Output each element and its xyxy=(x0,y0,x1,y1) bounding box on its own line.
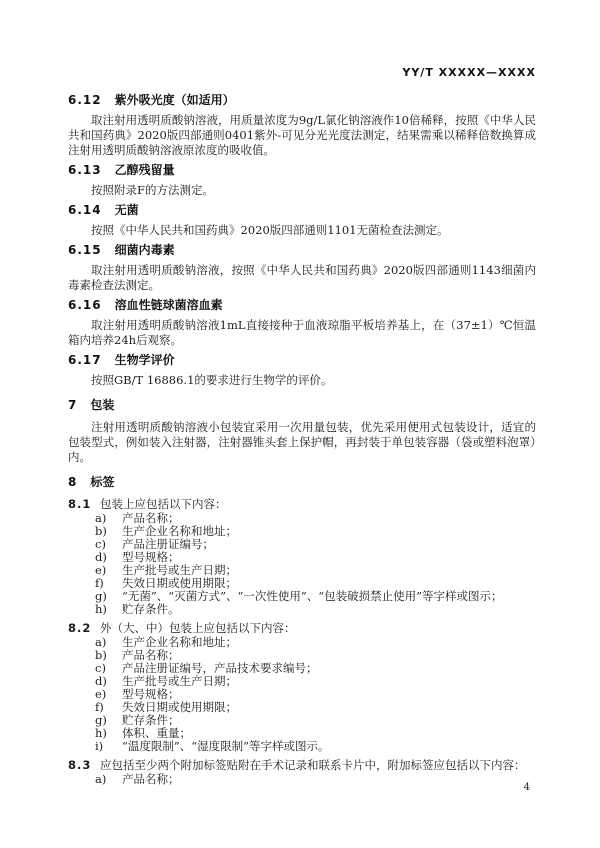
item-letter: d) xyxy=(95,674,107,688)
clause-title: 细菌内毒素 xyxy=(114,243,175,257)
item-text: 生产企业名称和地址； xyxy=(122,524,237,538)
clause-number: 6.16 xyxy=(68,298,102,312)
item-letter: a) xyxy=(95,511,107,525)
item-text: “温度限制”、“湿度限制”等字样或图示。 xyxy=(122,739,330,753)
clause-number: 6.14 xyxy=(68,203,102,217)
clause-body-6-15: 取注射用透明质酸钠溶液，按照《中华人民共和国药典》2020版四部通则1143细菌内毒素检查法测定。 xyxy=(68,263,536,292)
clause-title: 无菌 xyxy=(114,203,139,217)
item-letter: f) xyxy=(95,700,104,714)
item-letter: e) xyxy=(95,687,107,701)
clause-title: 溶血性链球菌溶血素 xyxy=(114,298,223,312)
clause-body-6-13: 按照附录F的方法测定。 xyxy=(91,183,214,197)
chapter-number: 7 xyxy=(68,398,78,412)
clause-heading-6-12 xyxy=(68,93,536,107)
item-letter: h) xyxy=(95,602,107,616)
clause-body-6-12: 取注射用透明质酸钠溶液，用质量浓度为9g/L氯化钠溶液作10倍稀释，按照《中华人民共和国药典》2020版四部通则0401紫外-可见分光光度法测定，结果需乘以稀释倍数换算成注射用透明质酸钠溶液原浓度的吸收值。 xyxy=(68,113,536,157)
item-letter: g) xyxy=(95,713,107,727)
clause-heading-6-15 xyxy=(68,243,536,257)
clause-heading-6-16 xyxy=(68,298,536,312)
chapter-number: 8 xyxy=(68,475,78,489)
item-letter: a) xyxy=(95,772,107,786)
item-letter: i) xyxy=(95,739,104,753)
subclause-intro: 包装上应包括以下内容： xyxy=(100,497,227,511)
item-letter: g) xyxy=(95,589,107,603)
subclause-8-3 xyxy=(68,758,536,773)
item-text: 产品名称； xyxy=(122,772,180,786)
item-letter: c) xyxy=(95,661,106,675)
chapter-heading-8 xyxy=(68,475,536,489)
doc-number: YY/T XXXXX—XXXX xyxy=(402,66,536,79)
item-text: 型号规格； xyxy=(122,687,180,701)
item-text: 产品注册证编号，产品技术要求编号； xyxy=(122,661,318,675)
item-text: 生产企业名称和地址； xyxy=(122,635,237,649)
item-text: 贮存条件； xyxy=(122,713,180,727)
item-letter: b) xyxy=(95,524,107,538)
page-header xyxy=(68,66,536,79)
clause-body-6-14: 按照《中华人民共和国药典》2020版四部通则1101无菌检查法测定。 xyxy=(91,223,449,237)
chapter-title: 包装 xyxy=(90,398,115,412)
page-number: 4 xyxy=(523,782,530,793)
clause-number: 6.17 xyxy=(68,353,102,367)
chapter-heading-7 xyxy=(68,398,536,412)
subclause-intro: 应包括至少两个附加标签贴附在手术记录和联系卡片中，附加标签应包括以下内容： xyxy=(100,758,526,772)
item-letter: f) xyxy=(95,576,104,590)
clause-heading-6-13 xyxy=(68,163,536,177)
item-letter: c) xyxy=(95,537,106,551)
clause-title: 紫外吸光度（如适用） xyxy=(114,93,235,107)
item-letter: a) xyxy=(95,635,107,649)
letter-list-8-3 xyxy=(68,773,536,786)
subclause-number: 8.2 xyxy=(68,621,92,635)
item-text: 型号规格； xyxy=(122,550,180,564)
clause-body-6-17: 按照GB/T 16886.1的要求进行生物学的评价。 xyxy=(91,373,333,387)
subclause-8-2 xyxy=(68,621,536,636)
list-item xyxy=(95,740,536,753)
list-item xyxy=(95,603,536,616)
clause-number: 6.13 xyxy=(68,163,102,177)
item-letter: h) xyxy=(95,726,107,740)
clause-number: 6.12 xyxy=(68,93,102,107)
item-text: 体积、重量； xyxy=(122,726,191,740)
chapter-title: 标签 xyxy=(90,475,115,489)
clause-title: 生物学评价 xyxy=(114,353,175,367)
item-text: 生产批号或生产日期； xyxy=(122,674,237,688)
list-item xyxy=(95,773,536,786)
item-text: 失效日期或使用期限； xyxy=(122,700,237,714)
clause-body-6-16: 取注射用透明质酸钠溶液1mL直接接种于血液琼脂平板培养基上，在（37±1）℃恒温箱内培养24h后观察。 xyxy=(68,318,536,347)
item-text: 生产批号或生产日期； xyxy=(122,563,237,577)
subclause-intro: 外（大、中）包装上应包括以下内容： xyxy=(100,621,296,635)
clause-heading-6-17 xyxy=(68,353,536,367)
item-letter: e) xyxy=(95,563,107,577)
item-text: 产品名称； xyxy=(122,648,180,662)
item-text: “无菌”、“灭菌方式”、“一次性使用”、“包装破损禁止使用”等字样或图示； xyxy=(122,589,503,603)
subclause-8-1 xyxy=(68,497,536,512)
clause-title: 乙醇残留量 xyxy=(114,163,175,177)
item-text: 失效日期或使用期限； xyxy=(122,576,237,590)
item-text: 产品注册证编号； xyxy=(122,537,214,551)
chapter-body-7: 注射用透明质酸钠溶液小包装宜采用一次用量包装，优先采用便用式包装设计，适宜的包装型式，例如装入注射器，注射器锥头套上保护帽，再封装于单包装容器（袋或塑料泡罩）内。 xyxy=(68,420,536,464)
item-text: 产品名称； xyxy=(122,511,180,525)
subclause-number: 8.3 xyxy=(68,758,92,772)
clause-number: 6.15 xyxy=(68,243,102,257)
item-letter: b) xyxy=(95,648,107,662)
letter-list-8-2 xyxy=(68,636,536,753)
subclause-number: 8.1 xyxy=(68,497,92,511)
clause-heading-6-14 xyxy=(68,203,536,217)
item-letter: d) xyxy=(95,550,107,564)
item-text: 贮存条件。 xyxy=(122,602,180,616)
letter-list-8-1 xyxy=(68,512,536,616)
